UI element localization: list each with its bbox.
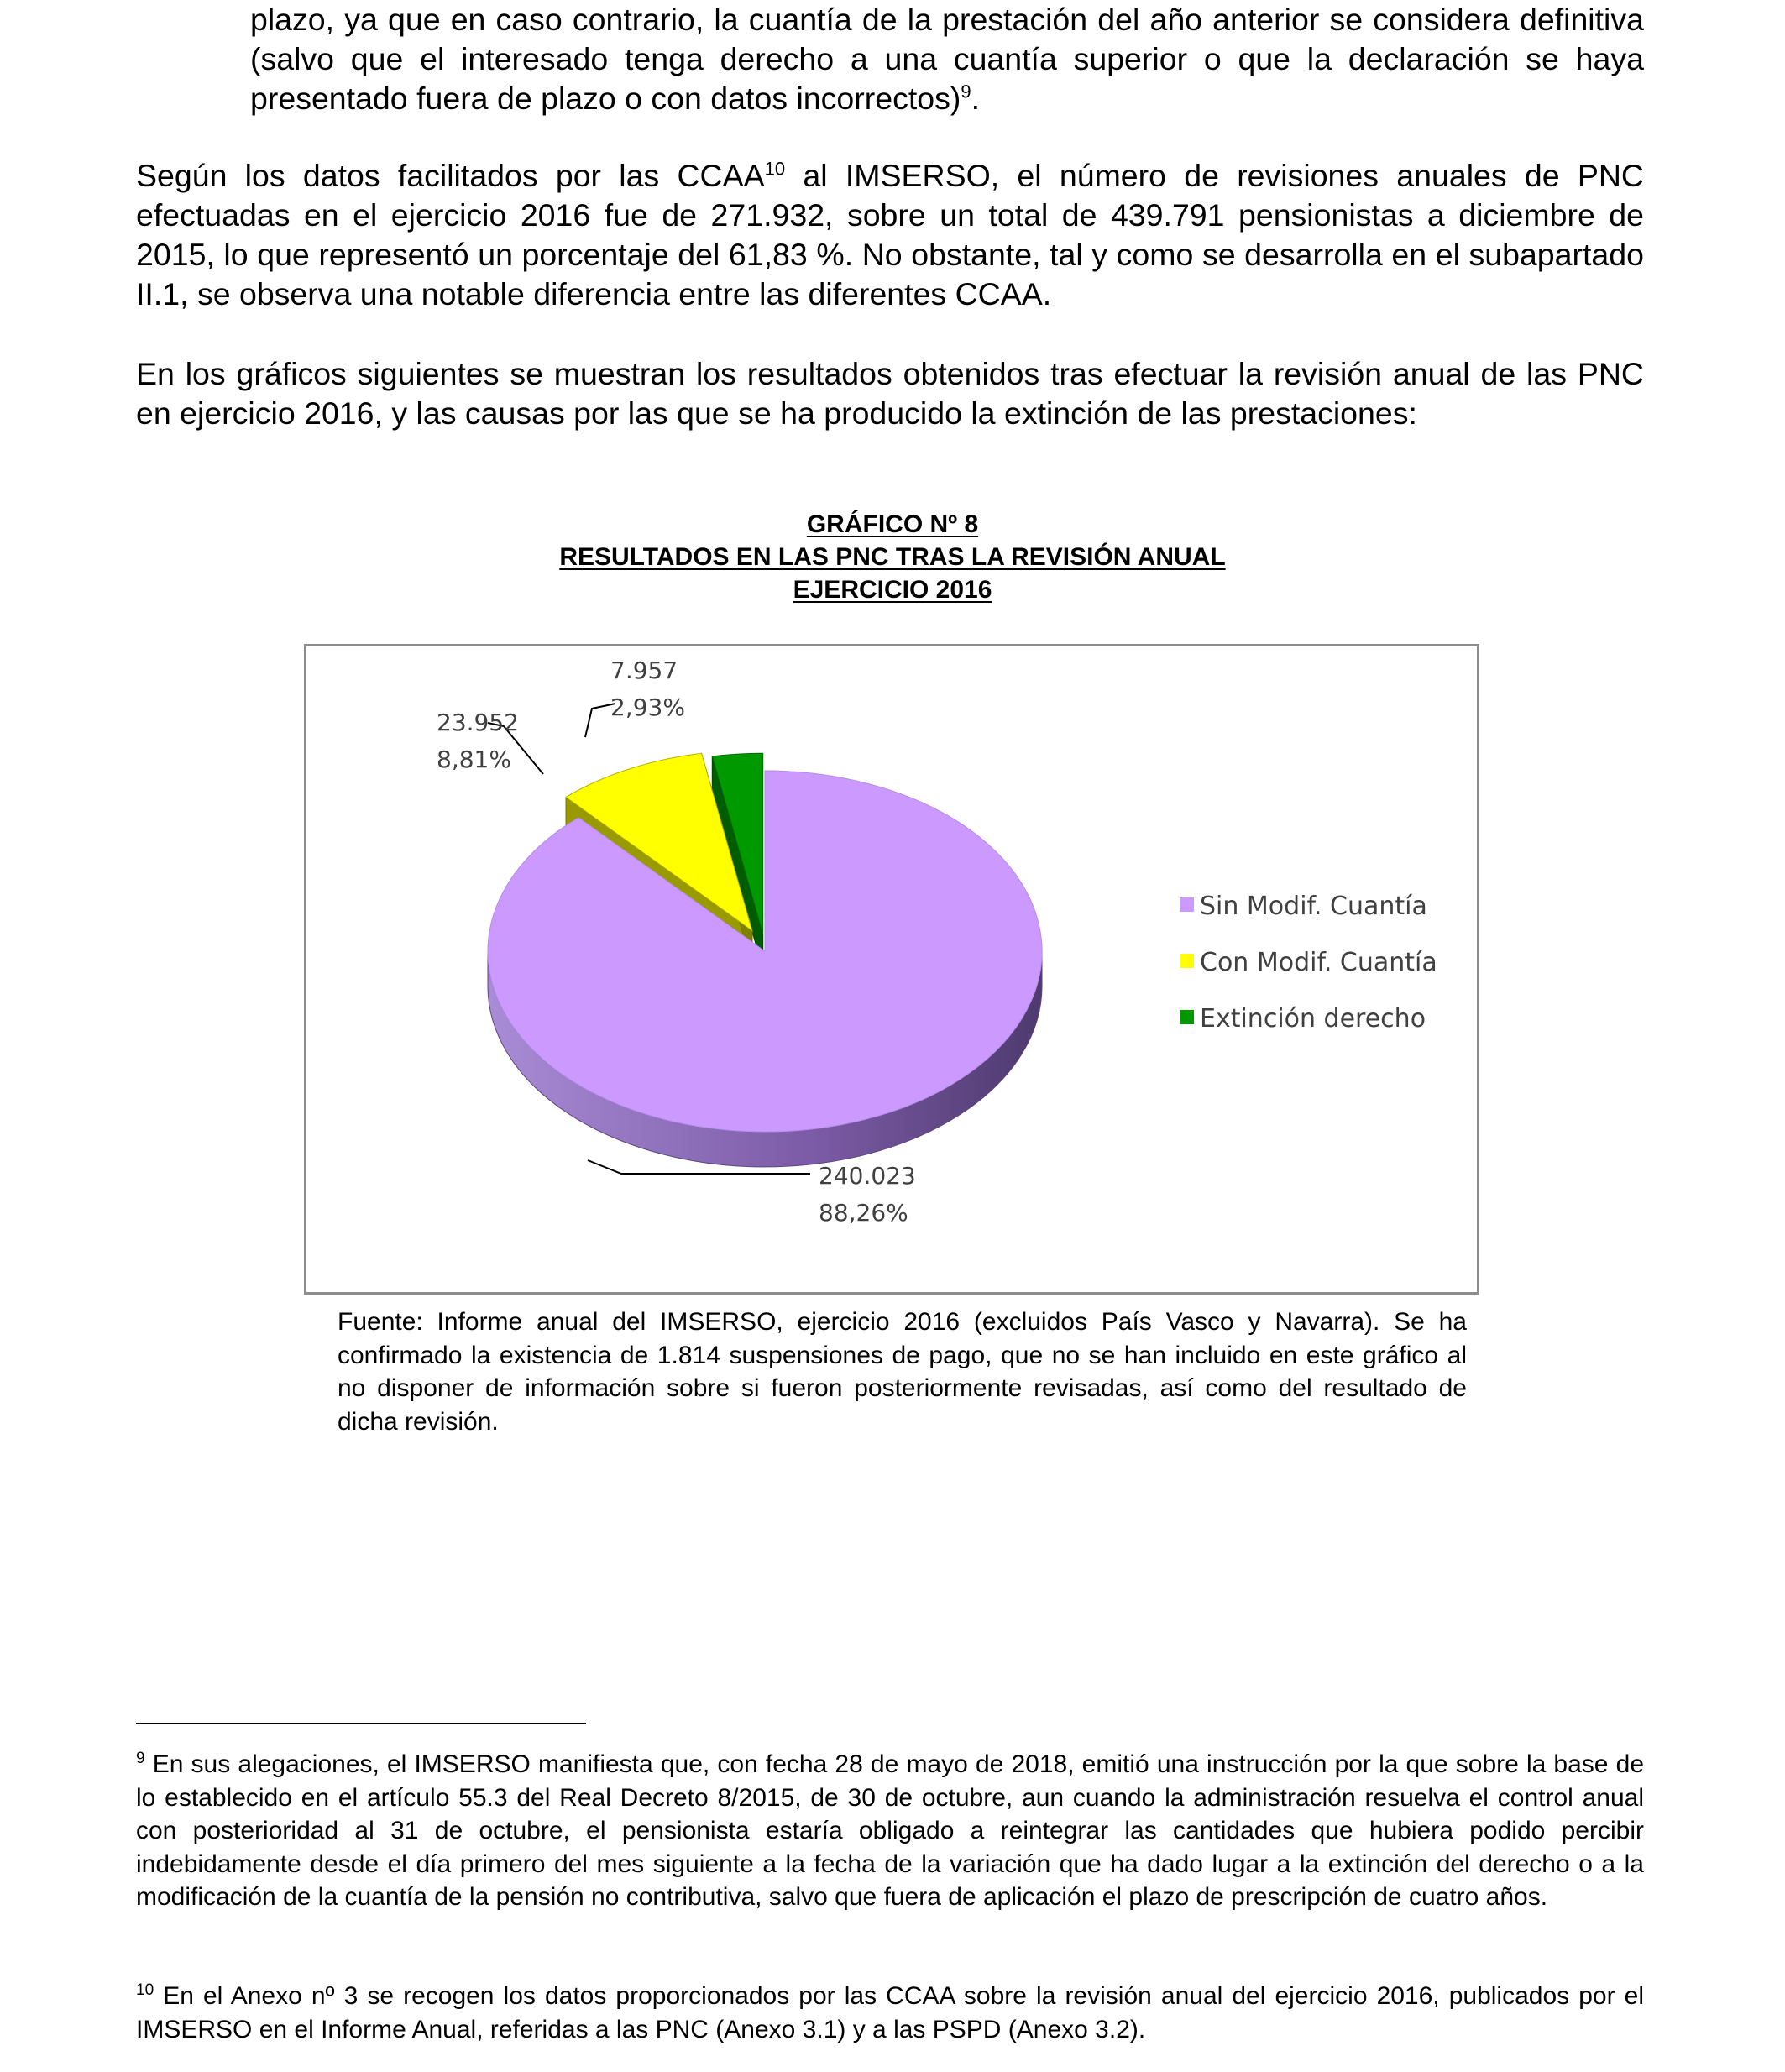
legend-swatch [1180,1010,1194,1024]
footnote-ref-10[interactable]: 10 [764,158,786,180]
pie-slices [488,753,1042,1167]
footnote-10 [136,1980,1644,2046]
paragraph-revisions [136,156,1644,314]
legend-item-con-modif [1180,948,1437,977]
footnote-text: En el Anexo nº 3 se recogen los datos proporcionados por las CCAA sobre la revisión anual del ejercicio 2016, publicados por el IMSERSO en el Informe Anual, referidas a las PNC (Anexo 3.1) y a las PSPD (Anexo 3.2). [136,1982,1644,2043]
chart-title-line2: RESULTADOS EN LAS PNC TRAS LA REVISIÓN ANUAL [559,543,1226,571]
chart-title-line3: EJERCICIO 2016 [793,576,992,604]
footnote-divider [136,1723,586,1724]
paragraph-intro [250,0,1644,118]
data-label-value: 23.952 [437,709,519,736]
data-label-percent: 2,93% [610,693,685,721]
legend-label: Extinción derecho [1200,1004,1426,1033]
legend-swatch [1180,954,1194,968]
legend-swatch [1180,897,1194,912]
footnote-number: 10 [136,1981,154,1999]
footnote-text: En sus alegaciones, el IMSERSO manifiesta que, con fecha 28 de mayo de 2018, emitió una instrucción por la que sobre la base de lo establecido en el artículo 55.3 del Real Decreto 8/2015, de 30 de octubre, aun cuando la administración resuelva el control anual con posterioridad al 31 de octubre, el pensionista estaría obligado a reintegrar las cantidades que hubiera podido percibir indebidamente desde el día primero del mes siguiente a la fecha de la variación que ha dado lugar a la extinción del derecho o a la modificación de la cuantía de la pensión no contributiva, salvo que fuera de aplicación el plazo de prescripción de cuatro años. [136,1750,1644,1911]
pie-slice-sin-modif [488,771,1042,1167]
paragraph-text: plazo, ya que en caso contrario, la cuantía de la prestación del año anterior se considera definitiva (salvo que el interesado tenga derecho a una cuantía superior o que la declaración se haya presentado fuera de plazo o con datos incorrectos) [250,2,1644,116]
chart-title-line1: GRÁFICO Nº 8 [806,510,979,538]
legend-item-sin-modif [1180,892,1427,921]
legend-item-extincion [1180,1004,1426,1033]
data-label-percent: 88,26% [819,1199,908,1227]
data-label-value: 240.023 [819,1162,916,1190]
paragraph-end: . [971,81,981,116]
paragraph-text: Según los datos facilitados por las CCAA [136,158,765,193]
chart-source-note: Fuente: Informe anual del IMSERSO, ejercicio 2016 (excluidos País Vasco y Navarra). Se ha confirmado la existencia de 1.814 suspensiones de pago, que no se han incluido en este gráfico al no disponer de información sobre si fueron posteriormente revisadas, así como del resultado de dicha revisión. [338,1308,1467,1436]
legend-label: Con Modif. Cuantía [1200,948,1437,977]
paragraph-charts-intro: En los gráficos siguientes se muestran los resultados obtenidos tras efectuar la revisión anual de las PNC en ejercicio 2016, y las causas por las que se ha producido la extinción de las prestaciones: [136,356,1644,431]
pie-chart [306,646,1477,1292]
footnote-9 [136,1748,1644,1914]
legend-label: Sin Modif. Cuantía [1200,892,1427,921]
paragraph-text: al IMSERSO, el número de revisiones anuales de PNC efectuadas en el ejercicio 2016 fue de 271.932, sobre un total de 439.791 pensionistas a diciembre de 2015, lo que representó un porcentaje del 61,83 %. No obstante, tal y como se desarrolla en el subapartado II.1, se observa una notable diferencia entre las diferentes CCAA. [136,158,1644,311]
chart-legend [1180,892,1437,1033]
footnote-number: 9 [136,1750,145,1767]
chart-frame [304,644,1479,1295]
footnote-ref-9[interactable]: 9 [961,81,971,102]
data-label-percent: 8,81% [437,746,511,773]
data-label-value: 7.957 [610,657,678,684]
